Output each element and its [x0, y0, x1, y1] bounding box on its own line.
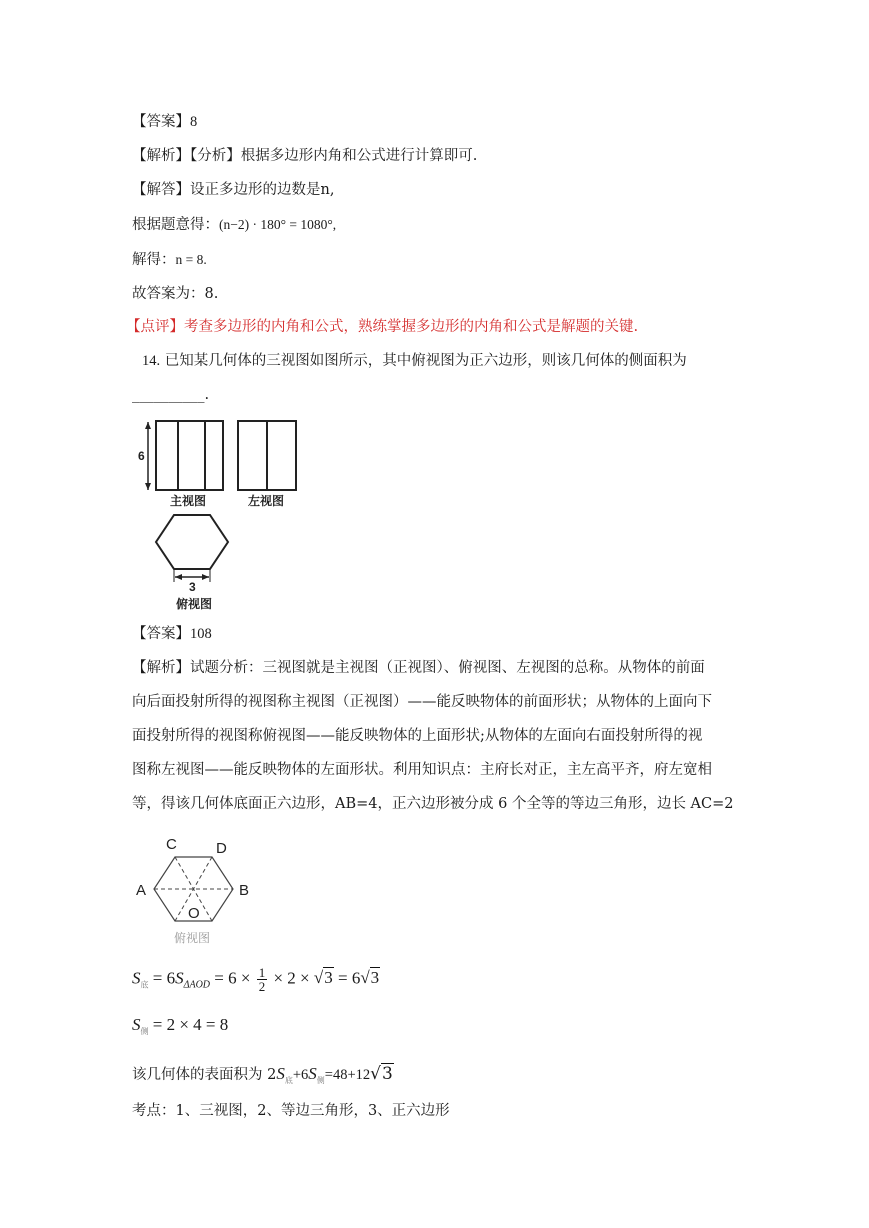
vertex-label-b: B [239, 882, 250, 899]
area-subscript: 侧 [316, 1076, 325, 1085]
comment-13: 【点评】考查多边形的内角和公式，熟练掌握多边形的内角和公式是解题的关键. [126, 319, 639, 335]
hexagon-figure [130, 832, 270, 947]
base-area-formula [132, 966, 380, 993]
question-14 [142, 351, 687, 371]
fraction [257, 966, 268, 993]
area-subscript: 底 [140, 980, 149, 990]
answer-13 [132, 112, 197, 132]
analysis-14-line-1: 【解析】试题分析：三视图就是主视图（正视图）、俯视图、左视图的总称。从物体的前面 [132, 660, 705, 676]
top-view-caption: 俯视图 [176, 597, 213, 611]
question-text: 已知某几何体的三视图如图所示，其中俯视图为正六边形，则该几何体的侧面积为 [164, 353, 687, 369]
solution-tag: 【解答】 [132, 182, 190, 198]
equation-13 [132, 215, 336, 235]
solve-expr: n = 8. [175, 252, 207, 267]
fraction-numerator: 1 [258, 965, 266, 980]
answer-14 [132, 624, 212, 644]
analysis-tag: 【解析】 [132, 148, 190, 164]
width-label: 3 [189, 580, 196, 594]
formula-part: = 6 [337, 968, 361, 988]
final-answer-13: 故答案为：8. [132, 286, 219, 302]
analysis-text: 根据多边形内角和公式进行计算即可. [240, 148, 478, 164]
solve-13 [132, 250, 207, 270]
equation-expr: (n−2) · 180° = 1080°, [219, 217, 337, 232]
analysis-13 [132, 146, 477, 166]
radicand: 3 [324, 968, 333, 988]
answer-blank: __________. [132, 387, 210, 403]
topics: 考点：1、三视图，2、等边三角形，3、正六边形 [132, 1103, 450, 1119]
formula-part: = 2 × 4 = 8 [152, 1015, 229, 1034]
triangle-subscript: ΔAOD [183, 979, 211, 991]
area-symbol: S [175, 968, 184, 988]
answer-label: 【答案】 [132, 114, 190, 130]
center-label-o: O [188, 905, 200, 922]
square-root: √3 [360, 968, 380, 988]
analysis-14-line-3: 面投射所得的视图称俯视图——能反映物体的上面形状;从物体的左面向右面投射所得的视 [132, 728, 703, 744]
front-view [156, 421, 223, 490]
question-number: 14. [142, 353, 161, 369]
area-subscript: 侧 [140, 1027, 149, 1036]
equation-prefix: 根据题意得： [132, 217, 219, 233]
front-view-caption: 主视图 [170, 494, 207, 508]
formula-part: = 6 [152, 968, 176, 988]
solution-text: 设正多边形的边数是n, [190, 182, 335, 198]
side-area-formula [132, 1015, 228, 1037]
answer-value: 108 [190, 626, 212, 642]
analysis-subtag: 【分析】 [190, 148, 241, 164]
hexagon-caption: 俯视图 [174, 931, 211, 945]
formula-part: = 6 × [214, 968, 251, 988]
formula-part: × 2 × [273, 968, 310, 988]
area-subscript: 底 [284, 1076, 293, 1085]
left-view [238, 421, 296, 490]
three-views-figure [130, 410, 310, 615]
area-symbol: S [132, 1015, 141, 1034]
square-root: √3 [313, 968, 333, 988]
solution-13 [132, 180, 334, 200]
vertex-label-d: D [216, 840, 227, 857]
radicand: 3 [370, 968, 380, 988]
surface-tail: =48+12 [324, 1067, 371, 1083]
analysis-14-line-4: 图称左视图——能反映物体的左面形状。利用知识点：主府长对正，主左高平齐，府左宽相 [132, 762, 712, 778]
analysis-14-line-2: 向后面投射所得的视图称主视图（正视图）——能反映物体的前面形状；从物体的上面向下 [132, 694, 712, 710]
height-label: 6 [138, 449, 145, 463]
vertex-label-c: C [166, 836, 177, 853]
radicand: 3 [381, 1064, 393, 1084]
answer-label: 【答案】 [132, 626, 190, 642]
area-symbol: S [132, 968, 141, 988]
left-view-caption: 左视图 [248, 494, 285, 508]
surface-area-line [132, 1064, 394, 1091]
square-root: √3 [370, 1064, 393, 1084]
area-symbol: S [276, 1064, 285, 1083]
surface-mid: +6 [292, 1067, 309, 1083]
top-view-hexagon [156, 515, 228, 569]
vertex-label-a: A [136, 882, 147, 899]
answer-value: 8 [190, 114, 198, 130]
surface-prefix: 该几何体的表面积为 2 [132, 1067, 277, 1083]
area-symbol: S [308, 1064, 317, 1083]
fraction-denominator: 2 [258, 979, 266, 994]
solve-prefix: 解得： [132, 252, 176, 268]
analysis-14-line-5: 等，得该几何体底面正六边形，AB=4，正六边形被分成 6 个全等的等边三角形，边长 AC=2 [132, 796, 734, 812]
